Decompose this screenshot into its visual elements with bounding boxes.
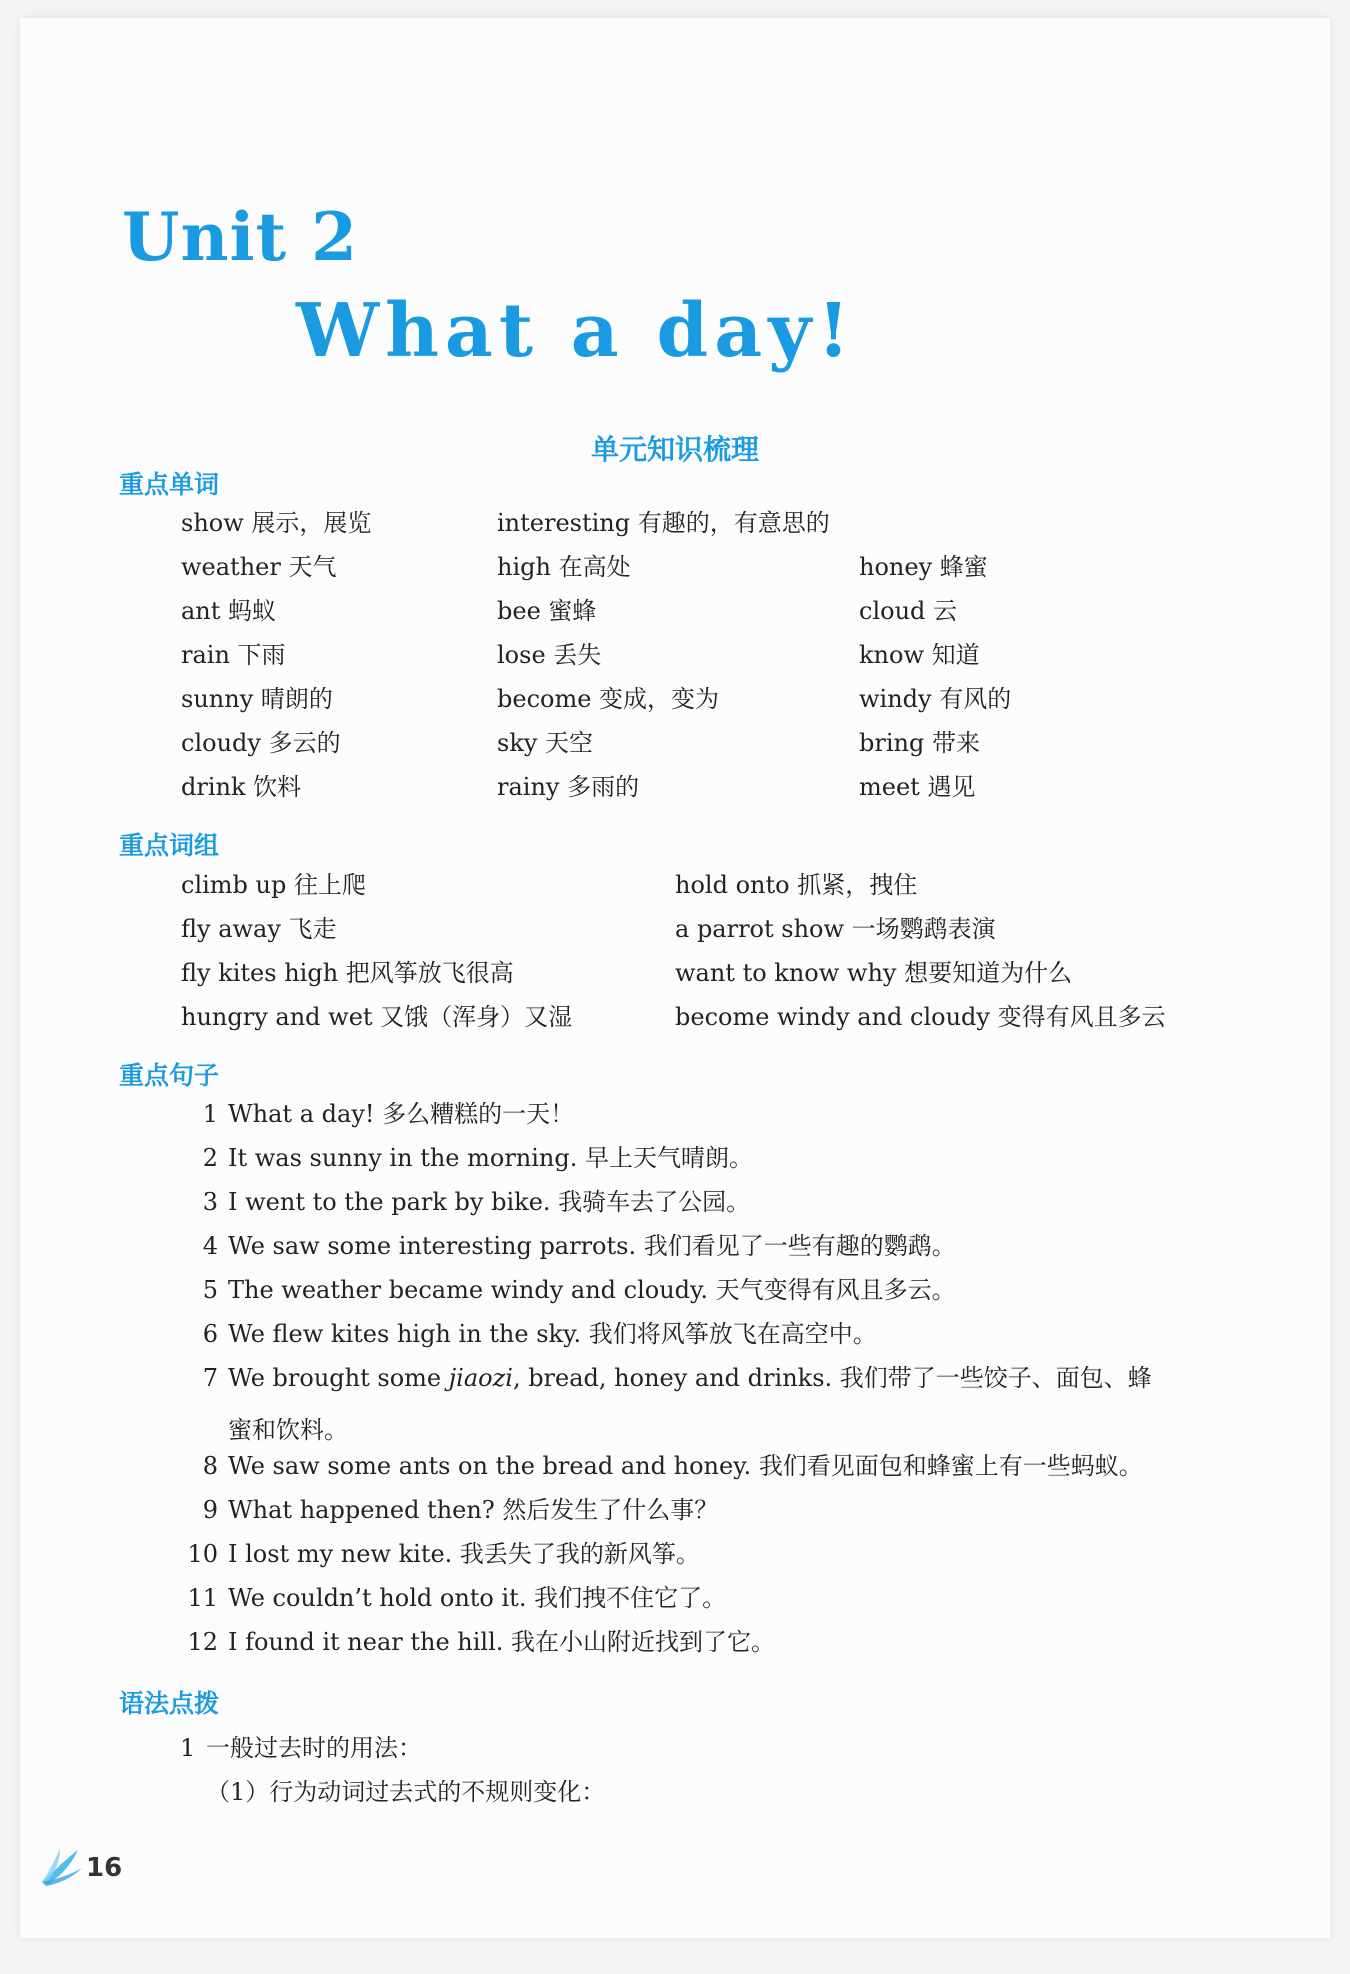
phrases-heading: 重点词组 [119, 831, 220, 860]
sentence-item [180, 1532, 1190, 1576]
vocab-item: drink 饮料 [181, 773, 302, 801]
sentence-item [180, 1092, 1190, 1136]
sentence-text: I lost my new kite. 我丢失了我的新风筝。 [228, 1540, 700, 1568]
vocab-item: bee 蜜蜂 [497, 597, 597, 625]
vocab-item: bring 带来 [859, 729, 980, 757]
vocab-item: honey 蜂蜜 [859, 553, 988, 581]
sentence-item [180, 1488, 1190, 1532]
sentence-number: 2 [202, 1144, 218, 1172]
sentence-number: 11 [187, 1584, 218, 1612]
sentence-item [180, 1136, 1190, 1180]
grammar-subline: （1）行为动词过去式的不规则变化： [206, 1778, 606, 1806]
sentence-number: 1 [202, 1100, 218, 1128]
phrase-item: hold onto 抓紧，拽住 [675, 871, 918, 899]
sentence-number: 9 [202, 1496, 218, 1524]
vocab-item: ant 蚂蚁 [181, 597, 277, 625]
sentence-text: We saw some ants on the bread and honey. 我们看见面包和蜂蜜上有一些蚂蚁。 [228, 1452, 1143, 1480]
vocab-item: show 展示，展览 [181, 509, 372, 537]
page [20, 18, 1330, 1938]
sentence-item [180, 1268, 1190, 1312]
vocab-heading: 重点单词 [119, 470, 220, 499]
lesson-title: What a day! [296, 288, 856, 374]
unit-title: Unit 2 [122, 198, 359, 276]
sentence-continuation: 蜜和饮料。 [228, 1416, 348, 1444]
page-number: 16 [86, 1853, 123, 1883]
sentence-italic: jiaozi [448, 1364, 513, 1392]
vocab-item: sky 天空 [497, 729, 594, 757]
sentence-text: It was sunny in the morning. 早上天气晴朗。 [228, 1144, 754, 1172]
sentence-item [180, 1576, 1190, 1620]
sentence-item [180, 1444, 1190, 1488]
sentence-text: I found it near the hill. 我在小山附近找到了它。 [228, 1628, 776, 1656]
vocab-item: rain 下雨 [181, 641, 286, 669]
sentences-heading: 重点句子 [119, 1061, 220, 1090]
sentence-item [180, 1620, 1190, 1664]
sentence-item [180, 1180, 1190, 1224]
phrase-item: fly kites high 把风筝放飞很高 [181, 959, 514, 987]
sentence-number: 6 [202, 1320, 218, 1348]
vocab-item: cloudy 多云的 [181, 729, 341, 757]
sentence-number: 10 [187, 1540, 218, 1568]
grammar-heading: 语法点拨 [119, 1689, 220, 1718]
vocab-item: windy 有风的 [859, 685, 1012, 713]
sentence-text: What a day! 多么糟糕的一天！ [228, 1100, 575, 1128]
sentence-text: What happened then? 然后发生了什么事？ [228, 1496, 719, 1524]
sentence-number: 8 [202, 1452, 218, 1480]
phrase-item: hungry and wet 又饿（浑身）又湿 [181, 1003, 573, 1031]
vocab-item: high 在高处 [497, 553, 631, 581]
sentence-text: I went to the park by bike. 我骑车去了公园。 [228, 1188, 751, 1216]
sentence-number: 5 [202, 1276, 218, 1304]
sentence-number: 4 [202, 1232, 218, 1260]
vocab-item: weather 天气 [181, 553, 337, 581]
vocab-item: interesting 有趣的，有意思的 [497, 509, 830, 537]
vocab-item: know 知道 [859, 641, 980, 669]
phrase-item: climb up 往上爬 [181, 871, 366, 899]
vocab-item: cloud 云 [859, 597, 958, 625]
phrase-item: want to know why 想要知道为什么 [675, 959, 1073, 987]
feather-icon [38, 1844, 86, 1888]
grammar-line [180, 1728, 422, 1763]
sentence-item [180, 1312, 1190, 1356]
sentence-text: The weather became windy and cloudy. 天气变得有风且多云。 [228, 1276, 956, 1304]
sentence-text: We saw some interesting parrots. 我们看见了一些有趣的鹦鹉。 [228, 1232, 956, 1260]
sentence-text: We brought some [228, 1364, 449, 1392]
phrase-item: a parrot show 一场鹦鹉表演 [675, 915, 996, 943]
sentence-item [180, 1224, 1190, 1268]
vocab-item: sunny 晴朗的 [181, 685, 333, 713]
sentence-number: 12 [187, 1628, 218, 1656]
sentence-text: , bread, honey and drinks. 我们带了一些饺子、面包、蜂 [512, 1364, 1152, 1392]
sentence-text: We flew kites high in the sky. 我们将风筝放飞在高空中。 [228, 1320, 877, 1348]
vocab-item: lose 丢失 [497, 641, 602, 669]
sentence-text: We couldn’t hold onto it. 我们拽不住它了。 [228, 1584, 727, 1612]
sentence-item [180, 1356, 1190, 1400]
grammar-text: 一般过去时的用法： [206, 1734, 422, 1762]
sentence-number: 7 [202, 1364, 218, 1392]
phrase-item: become windy and cloudy 变得有风且多云 [675, 1003, 1166, 1031]
phrase-item: fly away 飞走 [181, 915, 337, 943]
grammar-number: 1 [180, 1734, 196, 1762]
vocab-item: rainy 多雨的 [497, 773, 640, 801]
sentence-number: 3 [202, 1188, 218, 1216]
section-title: 单元知识梳理 [590, 433, 759, 466]
vocab-item: become 变成，变为 [497, 685, 720, 713]
vocab-item: meet 遇见 [859, 773, 976, 801]
